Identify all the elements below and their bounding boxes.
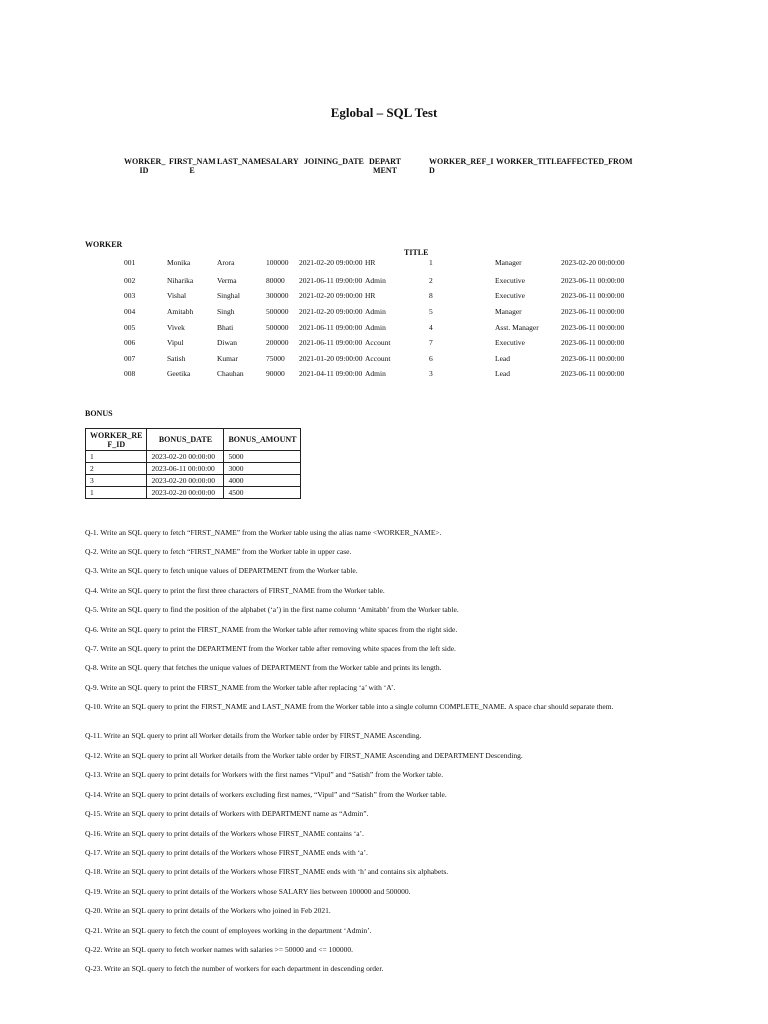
question-item: Q-2. Write an SQL query to fetch “FIRST_NAME” from the Worker table in upper case. xyxy=(85,547,352,556)
question-item: Q-13. Write an SQL query to print details for Workers with the first names “Vipul” and “Satish” from the Worker table. xyxy=(85,770,444,779)
col-header-affected-from: AFFECTED_FROM xyxy=(561,157,633,166)
table-cell: 8 xyxy=(429,291,433,300)
table-cell: 2023-06-11 00:00:00 xyxy=(561,354,625,363)
table-cell: 6 xyxy=(429,354,433,363)
table-cell: Vipul xyxy=(167,338,184,347)
col-header-department xyxy=(367,157,403,175)
table-cell: 2 xyxy=(429,276,433,285)
header-line: WORKER_RE xyxy=(90,430,143,440)
table-cell: 4000 xyxy=(224,475,301,487)
table-cell: Executive xyxy=(495,276,525,285)
table-cell: Chauhan xyxy=(217,369,244,378)
table-cell: HR xyxy=(365,258,376,267)
table-cell: Lead xyxy=(495,369,510,378)
table-cell: 007 xyxy=(124,354,136,363)
table-cell: 2021-02-20 09:00:00 xyxy=(299,258,363,267)
table-cell: Singhal xyxy=(217,291,240,300)
table-cell: 001 xyxy=(124,258,136,267)
question-item: Q-6. Write an SQL query to print the FIRST_NAME from the Worker table after removing white spaces from the right side. xyxy=(85,625,458,634)
table-cell: Executive xyxy=(495,338,525,347)
table-cell: 008 xyxy=(124,369,136,378)
col-header-bonus-date: BONUS_DATE xyxy=(147,429,224,451)
col-header-first-name xyxy=(169,157,215,175)
col-header-worker-title: WORKER_TITLE xyxy=(496,157,562,166)
header-line: DEPART xyxy=(368,157,401,166)
table-cell: 2023-06-11 00:00:00 xyxy=(561,307,625,316)
header-line: F_ID xyxy=(107,439,126,449)
table-cell: 3000 xyxy=(224,463,301,475)
header-line: ID xyxy=(139,166,149,175)
header-line: FIRST_NAM xyxy=(169,157,216,166)
header-line: WORKER_ xyxy=(124,157,166,166)
table-cell: HR xyxy=(365,291,376,300)
question-item: Q-22. Write an SQL query to fetch worker names with salaries >= 50000 and <= 100000. xyxy=(85,945,354,954)
col-header-last-name: LAST_NAME xyxy=(217,157,267,166)
table-cell: 2023-02-20 00:00:00 xyxy=(147,475,224,487)
question-item: Q-9. Write an SQL query to print the FIRST_NAME from the Worker table after replacing ‘a’ with ‘A’. xyxy=(85,683,396,692)
header-line: WORKER_REF_I xyxy=(429,157,494,166)
table-cell: 2023-06-11 00:00:00 xyxy=(561,338,625,347)
table-cell: Executive xyxy=(495,291,525,300)
table-cell: 2023-06-11 00:00:00 xyxy=(561,323,625,332)
table-cell: 500000 xyxy=(266,323,289,332)
table-cell: 2023-02-20 00:00:00 xyxy=(147,451,224,463)
question-item: Q-21. Write an SQL query to fetch the count of employees working in the department ‘Admin’. xyxy=(85,926,372,935)
bonus-table xyxy=(85,428,301,499)
table-cell: Manager xyxy=(495,258,522,267)
table-cell: 4500 xyxy=(224,487,301,499)
table-cell: 75000 xyxy=(266,354,285,363)
question-item: Q-20. Write an SQL query to print details of the Workers who joined in Feb 2021. xyxy=(85,906,331,915)
table-cell: Admin xyxy=(365,307,386,316)
col-header-joining-date: JOINING_DATE xyxy=(304,157,364,166)
question-item: Q-19. Write an SQL query to print details of the Workers whose SALARY lies between 100000 and 500000. xyxy=(85,887,411,896)
table-cell: 3 xyxy=(86,475,147,487)
question-item: Q-10. Write an SQL query to print the FIRST_NAME and LAST_NAME from the Worker table into a single column COMPLETE_NAME. A space char should separate them. xyxy=(85,702,614,711)
col-header-bonus-amount: BONUS_AMOUNT xyxy=(224,429,301,451)
table-cell: 80000 xyxy=(266,276,285,285)
table-cell: 005 xyxy=(124,323,136,332)
question-item: Q-11. Write an SQL query to print all Worker details from the Worker table order by FIRST_NAME Ascending. xyxy=(85,731,422,740)
table-cell: 004 xyxy=(124,307,136,316)
table-cell: 2023-06-11 00:00:00 xyxy=(561,276,625,285)
question-item: Q-16. Write an SQL query to print details of the Workers whose FIRST_NAME contains ‘a’. xyxy=(85,829,364,838)
table-cell: Diwan xyxy=(217,338,237,347)
bonus-header-row xyxy=(86,429,301,451)
table-cell: 006 xyxy=(124,338,136,347)
question-item: Q-18. Write an SQL query to print details of the Workers whose FIRST_NAME ends with ‘h’ and contains six alphabets. xyxy=(85,867,449,876)
table-cell: 2021-01-20 09:00:00 xyxy=(299,354,363,363)
question-item: Q-17. Write an SQL query to print details of the Workers whose FIRST_NAME ends with ‘a’. xyxy=(85,848,368,857)
table-cell: Bhati xyxy=(217,323,234,332)
table-cell: 2021-06-11 09:00:00 xyxy=(299,323,363,332)
col-header-worker-ref-id xyxy=(429,157,493,175)
table-cell: Lead xyxy=(495,354,510,363)
question-item: Q-5. Write an SQL query to find the position of the alphabet (‘a’) in the first name column ‘Amitabh’ from the Worker table. xyxy=(85,605,459,614)
table-row xyxy=(86,463,301,475)
table-cell: 2021-04-11 09:00:00 xyxy=(299,369,363,378)
table-cell: 5 xyxy=(429,307,433,316)
table-cell: 7 xyxy=(429,338,433,347)
question-item: Q-15. Write an SQL query to print details of Workers with DEPARTMENT name as “Admin”. xyxy=(85,809,369,818)
table-cell: 2023-06-11 00:00:00 xyxy=(561,369,625,378)
table-cell: Arora xyxy=(217,258,235,267)
table-cell: 2023-06-11 00:00:00 xyxy=(561,291,625,300)
table-cell: 2021-06-11 09:00:00 xyxy=(299,338,363,347)
table-cell: Kumar xyxy=(217,354,238,363)
table-cell: 4 xyxy=(429,323,433,332)
header-line: E xyxy=(189,166,195,175)
question-item: Q-7. Write an SQL query to print the DEPARTMENT from the Worker table after removing white spaces from the left side. xyxy=(85,644,456,653)
table-cell: Admin xyxy=(365,323,386,332)
table-cell: 2021-02-20 09:00:00 xyxy=(299,307,363,316)
col-header-salary: SALARY xyxy=(266,157,299,166)
table-cell: Account xyxy=(365,338,391,347)
header-line: D xyxy=(429,166,435,175)
table-row xyxy=(86,451,301,463)
question-item: Q-3. Write an SQL query to fetch unique values of DEPARTMENT from the Worker table. xyxy=(85,566,358,575)
table-cell: Vivek xyxy=(167,323,185,332)
table-cell: 100000 xyxy=(266,258,289,267)
header-line: MENT xyxy=(373,166,397,175)
question-item: Q-8. Write an SQL query that fetches the unique values of DEPARTMENT from the Worker table and prints its length. xyxy=(85,663,442,672)
question-item: Q-1. Write an SQL query to fetch “FIRST_NAME” from the Worker table using the alias name <WORKER_NAME>. xyxy=(85,528,442,537)
table-cell: Asst. Manager xyxy=(495,323,539,332)
table-cell: 2023-06-11 00:00:00 xyxy=(147,463,224,475)
table-cell: Niharika xyxy=(167,276,194,285)
col-header-worker-id xyxy=(124,157,164,175)
table-cell: 1 xyxy=(429,258,433,267)
table-cell: 5000 xyxy=(224,451,301,463)
table-cell: 2023-02-20 00:00:00 xyxy=(147,487,224,499)
table-cell: 300000 xyxy=(266,291,289,300)
question-item: Q-14. Write an SQL query to print details of workers excluding first names, “Vipul” and “Satish” from the Worker table. xyxy=(85,790,447,799)
table-cell: Account xyxy=(365,354,391,363)
table-cell: Satish xyxy=(167,354,186,363)
page-title: Eglobal – SQL Test xyxy=(330,105,438,120)
table-cell: Geetika xyxy=(167,369,191,378)
bonus-table-label: BONUS xyxy=(85,409,113,418)
table-cell: Verma xyxy=(217,276,237,285)
title-table-label: TITLE xyxy=(404,248,429,257)
table-cell: 2 xyxy=(86,463,147,475)
table-cell: Admin xyxy=(365,369,386,378)
table-cell: Singh xyxy=(217,307,235,316)
table-cell: 1 xyxy=(86,451,147,463)
question-item: Q-12. Write an SQL query to print all Worker details from the Worker table order by FIRST_NAME Ascending and DEPARTMENT Descending. xyxy=(85,751,523,760)
table-cell: 2021-06-11 09:00:00 xyxy=(299,276,363,285)
bonus-table-body xyxy=(86,451,301,499)
table-cell: 200000 xyxy=(266,338,289,347)
table-cell: 003 xyxy=(124,291,136,300)
table-cell: 2021-02-20 09:00:00 xyxy=(299,291,363,300)
table-cell: 3 xyxy=(429,369,433,378)
table-cell: 2023-02-20 00:00:00 xyxy=(561,258,625,267)
table-cell: Manager xyxy=(495,307,522,316)
question-item: Q-4. Write an SQL query to print the first three characters of FIRST_NAME from the Worker table. xyxy=(85,586,385,595)
table-cell: 90000 xyxy=(266,369,285,378)
table-cell: Amitabh xyxy=(167,307,194,316)
table-row xyxy=(86,475,301,487)
worker-table-label: WORKER xyxy=(85,240,123,249)
table-cell: Vishal xyxy=(167,291,187,300)
table-cell: 1 xyxy=(86,487,147,499)
table-cell: Admin xyxy=(365,276,386,285)
table-cell: Monika xyxy=(167,258,191,267)
col-header-worker-ref-id xyxy=(86,429,147,451)
table-row xyxy=(86,487,301,499)
table-cell: 500000 xyxy=(266,307,289,316)
question-item: Q-23. Write an SQL query to fetch the number of workers for each department in descending order. xyxy=(85,964,384,973)
table-cell: 002 xyxy=(124,276,136,285)
